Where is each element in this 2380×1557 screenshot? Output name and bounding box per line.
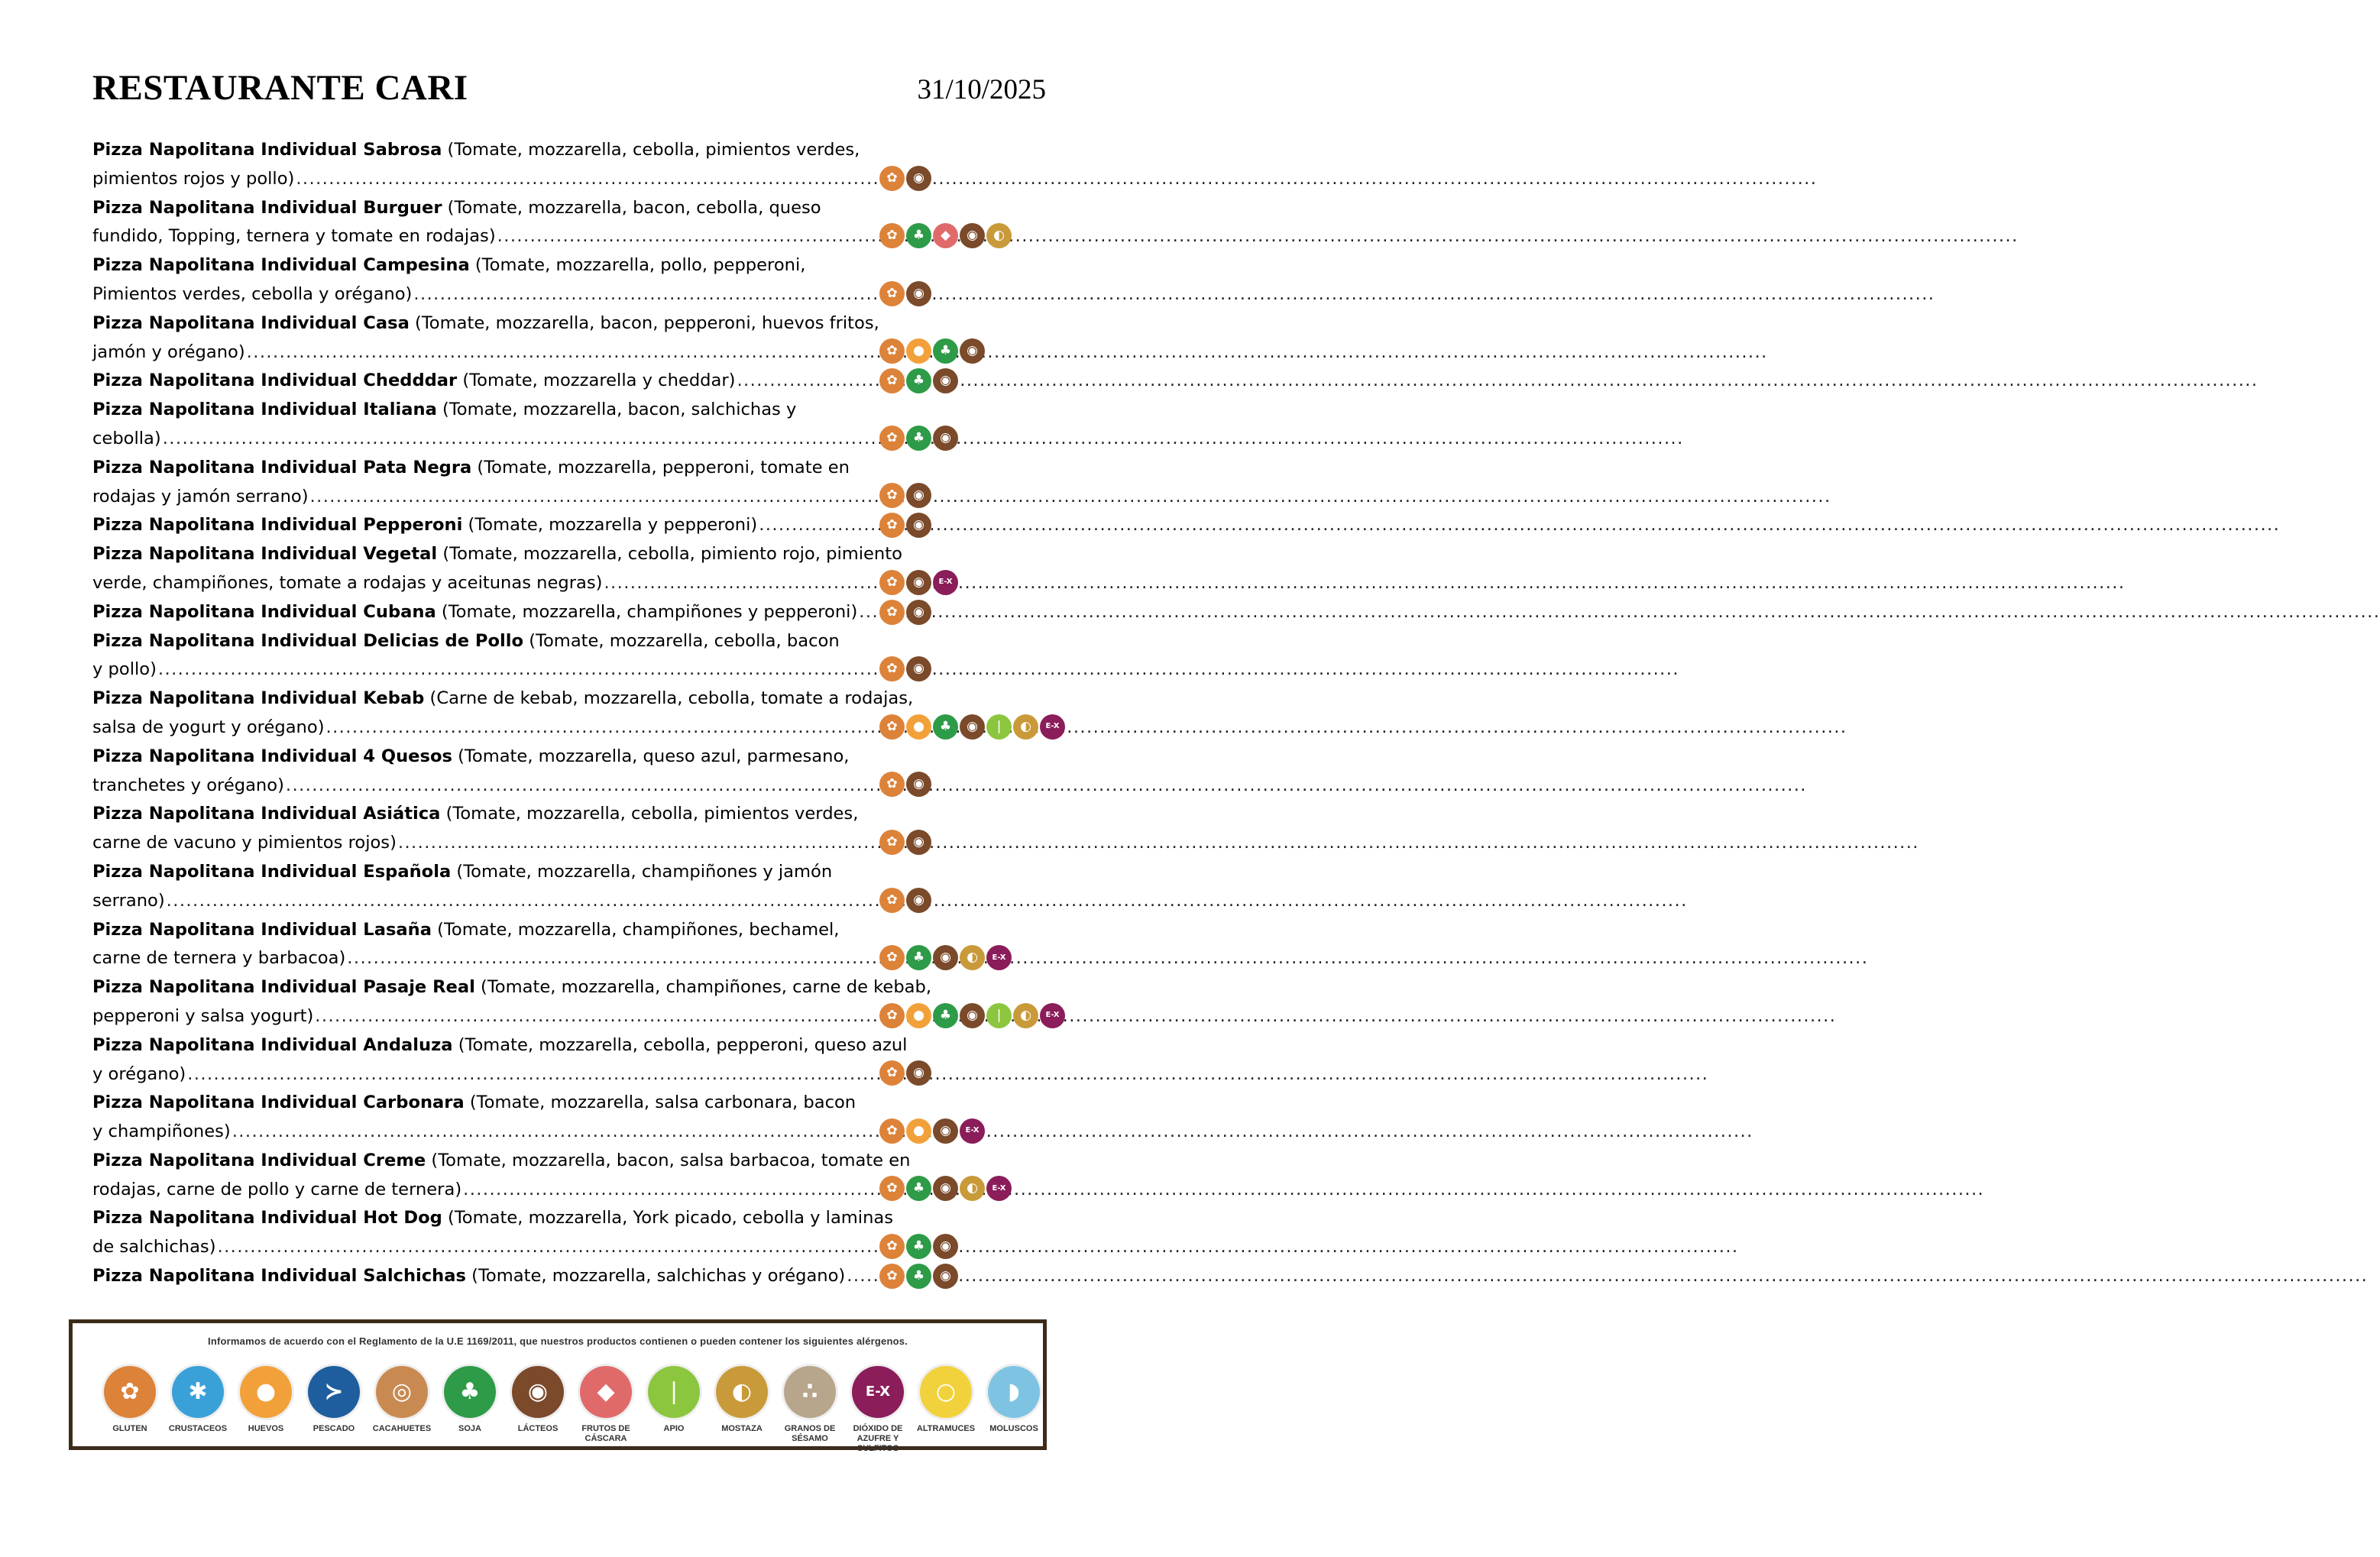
menu-item-description: (Tomate, mozzarella, pollo, pepperoni,: [469, 255, 806, 276]
wheat-icon: ✿: [879, 656, 905, 681]
allergen-icons: [879, 426, 958, 451]
menu-item-name: Pizza Napolitana Individual Salchichas: [92, 1266, 466, 1287]
wheat-icon: ✿: [879, 1118, 905, 1144]
lupin-icon: ○: [920, 1366, 972, 1418]
allergen-icons: [879, 1176, 1012, 1201]
allergen-icons: [879, 483, 931, 508]
menu-item-name: Pizza Napolitana Individual Pasaje Real: [92, 977, 475, 998]
menu-item-text: [92, 1147, 911, 1205]
legend-label: GRANOS DE SÉSAMO: [784, 1424, 836, 1443]
menu-item-description-cont: jamón y orégano): [92, 342, 245, 362]
menu-item-text: [92, 1031, 908, 1089]
menu-item-text: [92, 973, 932, 1031]
egg-icon: ●: [906, 714, 931, 740]
celery-icon: ❘: [648, 1366, 700, 1418]
allergen-icons: [879, 223, 1012, 248]
menu-item-text: [92, 685, 914, 743]
menu-item: [92, 1147, 1086, 1205]
legend-label: FRUTOS DE CÁSCARA: [581, 1424, 630, 1443]
menu-item: [92, 743, 1086, 801]
wheat-icon: ✿: [879, 223, 905, 248]
legend-item-apio: [647, 1366, 701, 1454]
allergen-icons: [879, 513, 931, 538]
menu-item-description-cont: cebolla): [92, 428, 161, 448]
soy-icon: ♣: [933, 714, 958, 740]
legend-label: MOSTAZA: [721, 1424, 763, 1433]
allergen-icons: [879, 1264, 958, 1289]
allergen-icons: [879, 570, 958, 595]
menu-item-description: (Tomate, mozzarella, salchichas y orégano): [465, 1266, 846, 1287]
allergen-legend: [69, 1319, 1047, 1453]
egg-icon: ●: [906, 1003, 931, 1028]
menu-item-description: (Tomate, mozzarella, cebolla, pimientos verdes,: [442, 140, 860, 160]
menu-item-text: [92, 396, 864, 454]
menu-item: [92, 627, 1086, 685]
dot-leader: [294, 165, 1817, 194]
menu-item: [92, 1262, 1086, 1291]
menu-item-description-cont: serrano): [92, 890, 165, 911]
menu-item-text: [92, 136, 864, 194]
menu-item-description: (Tomate, mozzarella, York picado, cebolla y laminas: [442, 1208, 894, 1228]
menu-item-description-cont: y champiñones): [92, 1122, 231, 1142]
legend-label: SOJA: [458, 1424, 481, 1433]
menu-list: [92, 136, 1086, 1291]
milk-jug-icon: ◉: [906, 772, 931, 797]
menu-item-text: [92, 194, 864, 252]
menu-item-description: (Tomate, mozzarella, pepperoni, tomate en: [471, 457, 850, 477]
shell-icon: ◗: [988, 1366, 1040, 1418]
sulphite-icon: E-X: [1040, 1003, 1065, 1028]
page-header: [92, 67, 1046, 113]
dot-leader: [245, 338, 1768, 367]
menu-item-name: Pizza Napolitana Individual Asiática: [92, 804, 441, 824]
allergen-icons: [879, 281, 931, 306]
menu-item-description-cont: tranchetes y orégano): [92, 775, 284, 795]
menu-item-description: (Tomate, mozzarella, bacon, salsa barbacoa, tomate en: [426, 1150, 911, 1170]
menu-item-description-cont: pepperoni y salsa yogurt): [92, 1005, 314, 1026]
menu-item: [92, 973, 1086, 1031]
menu-item-description-cont: carne de ternera y barbacoa): [92, 948, 346, 969]
menu-item-text: [92, 454, 864, 512]
celery-icon: ❘: [986, 1003, 1012, 1028]
dot-leader: [602, 569, 2125, 598]
menu-date: 31/10/2025: [917, 74, 1046, 105]
menu-item-description: (Tomate, mozzarella, bacon, pepperoni, huevos fritos,: [409, 312, 879, 333]
menu-item-description: (Carne de kebab, mozzarella, cebolla, tomate a rodajas,: [424, 688, 914, 709]
legend-item-crustaceos: [168, 1366, 228, 1454]
menu-item-description-cont: fundido, Topping, ternera y tomate en rodajas): [92, 226, 496, 247]
wheat-icon: ✿: [879, 281, 905, 306]
milk-jug-icon: ◉: [906, 656, 931, 681]
allergen-icons: [879, 600, 931, 625]
legend-item-altramuces: [916, 1366, 976, 1454]
wheat-icon: ✿: [879, 600, 905, 625]
allergen-legend-row: [103, 1366, 1041, 1454]
allergen-icons: [879, 1060, 931, 1086]
mustard-icon: ◐: [1013, 1003, 1038, 1028]
allergen-icons: [879, 368, 958, 393]
menu-item-description: (Tomate, mozzarella, champiñones y jamón: [451, 861, 833, 882]
allergen-icons: [879, 1234, 958, 1259]
dot-leader: [325, 714, 1847, 743]
allergen-icons: [879, 714, 1065, 740]
milk-jug-icon: ◉: [906, 1060, 931, 1086]
legend-item-lacteos: [511, 1366, 565, 1454]
allergen-icons: [879, 656, 931, 681]
dot-leader: [231, 1118, 1753, 1147]
nut-icon: ◆: [580, 1366, 632, 1418]
menu-item-text: [92, 598, 864, 627]
menu-item-name: Pizza Napolitana Individual 4 Quesos: [92, 746, 452, 766]
mustard-icon: ◐: [986, 223, 1012, 248]
menu-item-name: Pizza Napolitana Individual Cubana: [92, 601, 436, 622]
menu-item-name: Pizza Napolitana Individual Vegetal: [92, 544, 438, 565]
legend-label: PESCADO: [312, 1424, 355, 1433]
menu-item: [92, 916, 1086, 974]
menu-item-name: Pizza Napolitana Individual Creme: [92, 1150, 426, 1170]
allergen-icons: [879, 166, 931, 191]
wheat-icon: ✿: [879, 483, 905, 508]
menu-item-description: (Tomate, mozzarella, cebolla, pimiento rojo, pimiento: [437, 544, 902, 565]
menu-item-text: [92, 309, 879, 367]
menu-item-description: (Tomate, mozzarella, champiñones y pepperoni): [436, 601, 858, 622]
menu-item-text: [92, 1204, 894, 1262]
legend-item-moluscos: [987, 1366, 1041, 1454]
menu-item-name: Pizza Napolitana Individual Pata Negra: [92, 457, 472, 477]
dot-leader: [735, 367, 2258, 396]
mustard-icon: ◐: [960, 945, 985, 970]
fish-icon: ≻: [308, 1366, 360, 1418]
dot-leader: [757, 511, 2280, 540]
wheat-icon: ✿: [879, 1264, 905, 1289]
allergen-icons: [879, 1118, 985, 1144]
soy-icon: ♣: [906, 368, 931, 393]
menu-item: [92, 1204, 1086, 1262]
milk-jug-icon: ◉: [933, 368, 958, 393]
legend-label: LÁCTEOS: [517, 1424, 559, 1433]
menu-item-text: [92, 511, 864, 540]
menu-item: [92, 396, 1086, 454]
menu-item-name: Pizza Napolitana Individual Delicias de Pollo: [92, 630, 524, 651]
menu-item: [92, 800, 1086, 858]
menu-item-description: (Tomate, mozzarella y pepperoni): [462, 515, 758, 536]
menu-item-name: Pizza Napolitana Individual Pepperoni: [92, 515, 463, 536]
legend-label: ALTRAMUCES: [916, 1424, 976, 1433]
legend-label: CACAHUETES: [372, 1424, 432, 1433]
menu-item-name: Pizza Napolitana Individual Kebab: [92, 688, 425, 709]
nut-icon: ◆: [933, 223, 958, 248]
mustard-icon: ◐: [1013, 714, 1038, 740]
legend-item-huevos: [239, 1366, 293, 1454]
wheat-icon: ✿: [879, 1060, 905, 1086]
crab-icon: ✱: [172, 1366, 224, 1418]
milk-jug-icon: ◉: [933, 426, 958, 451]
wheat-icon: ✿: [879, 513, 905, 538]
menu-item: [92, 136, 1086, 194]
legend-item-frutos: [579, 1366, 633, 1454]
allergen-icons: [879, 1003, 1065, 1028]
soy-icon: ♣: [933, 1003, 958, 1028]
wheat-icon: ✿: [879, 570, 905, 595]
menu-item-name: Pizza Napolitana Individual Casa: [92, 312, 410, 333]
milk-jug-icon: ◉: [960, 338, 985, 364]
egg-icon: ●: [906, 1118, 931, 1144]
menu-item-name: Pizza Napolitana Individual Andaluza: [92, 1034, 453, 1055]
dot-leader: [845, 1262, 2368, 1291]
restaurant-title: RESTAURANTE CARI: [92, 68, 468, 108]
menu-item-name: Pizza Napolitana Individual Sabrosa: [92, 140, 442, 160]
menu-item-name: Pizza Napolitana Individual Campesina: [92, 255, 470, 276]
soy-icon: ♣: [906, 1234, 931, 1259]
menu-item-description-cont: Pimientos verdes, cebolla y orégano): [92, 283, 413, 304]
soy-icon: ♣: [906, 1264, 931, 1289]
milk-jug-icon: ◉: [906, 600, 931, 625]
menu-item: [92, 858, 1086, 916]
menu-item-description: (Tomate, mozzarella y cheddar): [457, 371, 736, 391]
menu-item: [92, 309, 1086, 367]
menu-item: [92, 194, 1086, 252]
wheat-icon: ✿: [879, 945, 905, 970]
menu-item-name: Pizza Napolitana Individual Hot Dog: [92, 1208, 442, 1228]
dot-leader: [857, 598, 2380, 627]
menu-item-name: Pizza Napolitana Individual Italiana: [92, 400, 437, 420]
soy-icon: ♣: [906, 223, 931, 248]
soy-icon: ♣: [906, 1176, 931, 1201]
menu-item-name: Pizza Napolitana Individual Burguer: [92, 197, 442, 218]
legend-item-sulfitos: [851, 1366, 905, 1454]
milk-jug-icon: ◉: [960, 223, 985, 248]
dot-leader: [397, 829, 1919, 858]
menu-item: [92, 540, 1086, 598]
menu-item-name: Pizza Napolitana Individual Lasaña: [92, 919, 432, 940]
menu-item-name: Pizza Napolitana Individual Carbonara: [92, 1092, 465, 1113]
sulphite-icon: E-X: [852, 1366, 904, 1418]
legend-label: CRUSTACEOS: [168, 1424, 228, 1433]
menu-item: [92, 685, 1086, 743]
milk-jug-icon: ◉: [906, 281, 931, 306]
legend-label: MOLUSCOS: [989, 1424, 1038, 1433]
allergen-icons: [879, 830, 931, 855]
legend-item-gluten: [103, 1366, 157, 1454]
menu-item-description-cont: pimientos rojos y pollo): [92, 168, 295, 189]
milk-jug-icon: ◉: [512, 1366, 564, 1418]
menu-item-description: (Tomate, mozzarella, cebolla, pepperoni, queso azul: [452, 1034, 908, 1055]
dot-leader: [284, 772, 1807, 801]
menu-item-text: [92, 367, 864, 396]
dot-leader: [461, 1176, 1984, 1205]
menu-item-text: [92, 800, 864, 858]
milk-jug-icon: ◉: [906, 570, 931, 595]
wheat-icon: ✿: [879, 1234, 905, 1259]
milk-jug-icon: ◉: [906, 166, 931, 191]
menu-item-text: [92, 1089, 864, 1147]
legend-item-sesamo: [783, 1366, 837, 1454]
milk-jug-icon: ◉: [906, 888, 931, 913]
menu-item: [92, 1089, 1086, 1147]
soy-icon: ♣: [906, 426, 931, 451]
menu-item-text: [92, 916, 864, 974]
menu-item-name: Pizza Napolitana Individual Chedddar: [92, 371, 458, 391]
allergen-info-text: Informamos de acuerdo con el Reglamento de la U.E 1169/2011, que nuestros productos contienen o pueden contener los siguientes alérgenos.: [208, 1335, 908, 1347]
menu-item-description: (Tomate, mozzarella, bacon, cebolla, queso: [442, 197, 821, 218]
dot-leader: [313, 1002, 1836, 1031]
legend-label: GLUTEN: [112, 1424, 147, 1433]
menu-item-description-cont: de salchichas): [92, 1237, 216, 1258]
menu-item-description-cont: y orégano): [92, 1063, 186, 1084]
milk-jug-icon: ◉: [933, 945, 958, 970]
egg-icon: ●: [906, 338, 931, 364]
menu-item-description-cont: carne de vacuno y pimientos rojos): [92, 833, 397, 853]
menu-item-description: (Tomate, mozzarella, bacon, salchichas y: [436, 400, 797, 420]
legend-item-mostaza: [715, 1366, 769, 1454]
allergen-icons: [879, 888, 931, 913]
menu-item-description: (Tomate, mozzarella, champiñones, bechamel,: [431, 919, 840, 940]
legend-label: DIÓXIDO DE AZUFRE Y SULFITOS: [853, 1424, 903, 1453]
legend-item-soja: [443, 1366, 497, 1454]
sulphite-icon: E-X: [1040, 714, 1065, 740]
allergen-icons: [879, 945, 1012, 970]
soy-icon: ♣: [444, 1366, 496, 1418]
milk-jug-icon: ◉: [906, 483, 931, 508]
sulphite-icon: E-X: [986, 1176, 1012, 1201]
wheat-icon: ✿: [879, 426, 905, 451]
peanut-icon: ◎: [376, 1366, 428, 1418]
wheat-icon: ✿: [879, 714, 905, 740]
milk-jug-icon: ◉: [933, 1176, 958, 1201]
menu-item-description-cont: rodajas, carne de pollo y carne de ternera): [92, 1179, 462, 1199]
milk-jug-icon: ◉: [933, 1234, 958, 1259]
egg-icon: ●: [240, 1366, 292, 1418]
soy-icon: ♣: [933, 338, 958, 364]
dot-leader: [186, 1060, 1708, 1089]
menu-item: [92, 598, 1086, 627]
milk-jug-icon: ◉: [933, 1264, 958, 1289]
legend-label: APIO: [663, 1424, 685, 1433]
menu-item-description: (Tomate, mozzarella, salsa carbonara, bacon: [464, 1092, 856, 1113]
menu-item-text: [92, 251, 864, 309]
sulphite-icon: E-X: [986, 945, 1012, 970]
dot-leader: [216, 1233, 1739, 1262]
mustard-icon: ◐: [716, 1366, 768, 1418]
legend-item-cacahuetes: [372, 1366, 432, 1454]
mustard-icon: ◐: [960, 1176, 985, 1201]
menu-item-description: (Tomate, mozzarella, queso azul, parmesano,: [452, 746, 850, 766]
soy-icon: ♣: [906, 945, 931, 970]
menu-item-text: [92, 858, 864, 916]
dot-leader: [309, 483, 1831, 512]
dot-leader: [412, 280, 1935, 309]
menu-item-name: Pizza Napolitana Individual Española: [92, 861, 452, 882]
celery-icon: ❘: [986, 714, 1012, 740]
allergen-icons: [879, 338, 985, 364]
menu-item: [92, 1031, 1086, 1089]
menu-item-text: [92, 1262, 864, 1291]
menu-item-description-cont: salsa de yogurt y orégano): [92, 717, 325, 737]
wheat-icon: ✿: [879, 830, 905, 855]
milk-jug-icon: ◉: [933, 1118, 958, 1144]
wheat-icon: ✿: [879, 338, 905, 364]
menu-item-description-cont: y pollo): [92, 659, 157, 680]
menu-item-description: (Tomate, mozzarella, champiñones, carne de kebab,: [474, 977, 932, 998]
wheat-icon: ✿: [879, 1176, 905, 1201]
legend-label: HUEVOS: [248, 1424, 284, 1433]
menu-item: [92, 367, 1086, 396]
menu-item-description: (Tomate, mozzarella, cebolla, pimientos verdes,: [440, 804, 859, 824]
wheat-icon: ✿: [879, 888, 905, 913]
legend-item-pescado: [307, 1366, 361, 1454]
milk-jug-icon: ◉: [960, 714, 985, 740]
milk-jug-icon: ◉: [906, 830, 931, 855]
menu-item: [92, 511, 1086, 540]
dot-leader: [496, 222, 2019, 251]
milk-jug-icon: ◉: [960, 1003, 985, 1028]
milk-jug-icon: ◉: [906, 513, 931, 538]
wheat-icon: ✿: [879, 1003, 905, 1028]
menu-item-text: [92, 743, 864, 801]
allergen-icons: [879, 772, 931, 797]
wheat-icon: ✿: [879, 368, 905, 393]
menu-item-description-cont: rodajas y jamón serrano): [92, 486, 309, 507]
wheat-icon: ✿: [104, 1366, 156, 1418]
menu-item-text: [92, 627, 864, 685]
dot-leader: [345, 944, 1868, 973]
menu-item-text: [92, 540, 902, 598]
sulphite-icon: E-X: [933, 570, 958, 595]
menu-item-description-cont: verde, champiñones, tomate a rodajas y aceitunas negras): [92, 572, 603, 593]
sesame-icon: ∴: [784, 1366, 836, 1418]
menu-item-description: (Tomate, mozzarella, cebolla, bacon: [523, 630, 840, 651]
sulphite-icon: E-X: [960, 1118, 985, 1144]
wheat-icon: ✿: [879, 772, 905, 797]
menu-item: [92, 454, 1086, 512]
menu-item: [92, 251, 1086, 309]
wheat-icon: ✿: [879, 166, 905, 191]
